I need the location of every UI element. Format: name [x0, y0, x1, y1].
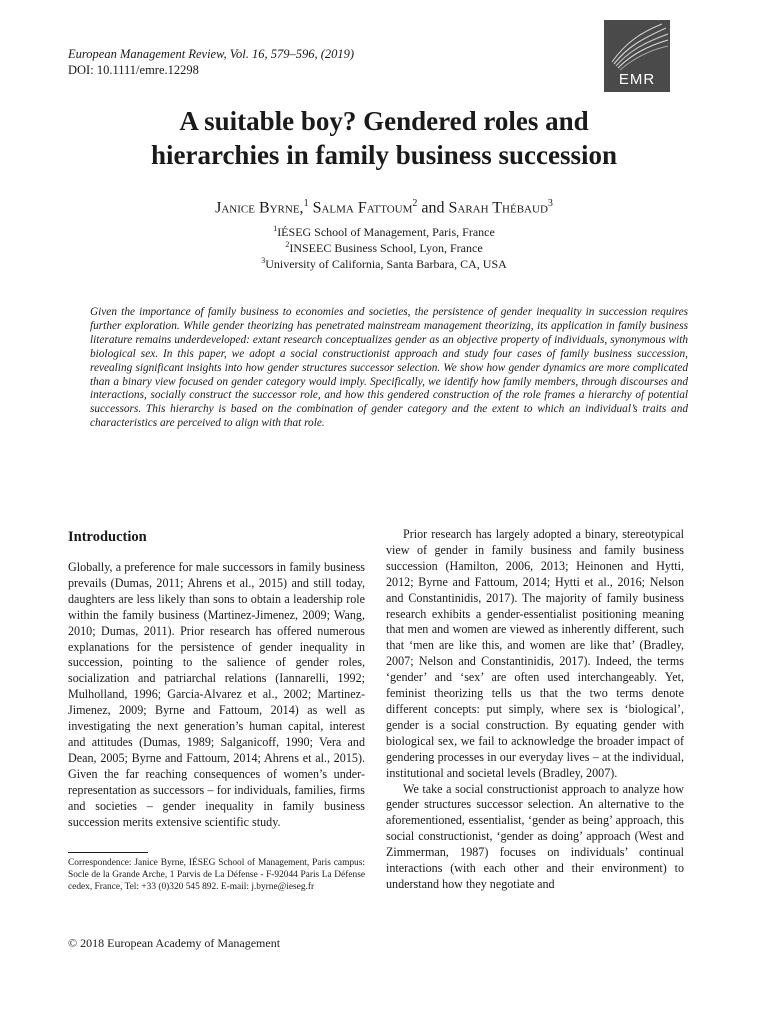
affiliation-marker: 2	[285, 240, 290, 249]
author-list	[60, 198, 708, 217]
author-affil-marker: 1	[303, 198, 309, 209]
abstract: Given the importance of family business to economies and societies, the persistence of gender inequality in succession requires further exploration. While gender theorizing has penetrated mainstream management theorizing, its application in family business literature remains underdeveloped: extant research conceptualizes gender as an objective property of individuals, synonymous with biological sex. In this paper, we adopt a social constructionist approach and study four cases of family business succession, revealing significant insights into how gender structures successor selection. We show how gender dynamics are more complicated than a binary view focused on gender category would imply. Specifically, we identify how family members, through discourses and interactions, socially construct the successor role, and how this gendered construction of the role frames a hierarchy of potential successors. This hierarchy is based on the combination of gender category and the extent to which an individual’s traits and characteristics are perceived to align with that role.	[90, 306, 688, 430]
affiliation-marker: 3	[261, 256, 266, 265]
author-name: Salma Fattoum	[312, 199, 413, 217]
right-column	[386, 527, 684, 893]
author-name: Janice Byrne,	[215, 199, 304, 217]
left-column	[68, 528, 365, 830]
logo-text: EMR	[618, 71, 656, 88]
journal-citation: European Management Review, Vol. 16, 579–596, (2019)	[68, 47, 355, 61]
title-line-1: A suitable boy? Gendered roles and	[179, 106, 589, 136]
body-paragraph: Prior research has largely adopted a binary, stereotypical view of gender in family business and family business succession (Hamilton, 2006, 2013; Heinonen and Hytti, 2012; Byrne and Fattoum, 2014; Hytti et al., 2016; Nelson and Constantinidis, 2017). The majority of family business research exhibits a gender-essentialist positioning meaning that men and women are viewed as inherently different, such that ‘men are like this, and women are like that’ (Bradley, 2007; Nelson and Constantinidis, 2017). Indeed, the terms ‘gender’ and ‘sex’ are often used interchangeably. Yet, feminist theorizing tells us that the two terms denote different concepts: put simply, where sex is ‘biological’, gender is a social construction. By equating gender with biological sex, we fail to acknowledge the broader impact of gendering processes in our everyday lives – at the individual, institutional and societal levels (Bradley, 2007).	[386, 527, 684, 780]
author-conjunction: and	[421, 199, 445, 217]
affiliation-text: University of California, Santa Barbara, CA, USA	[265, 257, 507, 271]
copyright-notice: © 2018 European Academy of Management	[68, 936, 281, 950]
author-affil-marker: 3	[547, 198, 553, 209]
affiliation-marker: 1	[273, 224, 278, 233]
doi: DOI: 10.1111/emre.12298	[68, 63, 199, 77]
author-affil-marker: 2	[412, 198, 418, 209]
affiliation-3	[60, 253, 708, 272]
body-paragraph: Globally, a preference for male successors in family business prevails (Dumas, 2011; Ahrens et al., 2015) and still today, daughters are less likely than sons to obtain a leadership role within the family business (Martinez-Jimenez, 2009; Wang, 2010; Dumas, 2011). Prior research has offered numerous explanations for the persistence of gender inequality in succession, pointing to the salience of gender roles, socialization and patriarchal relations (Iannarelli, 1992; Mulholland, 1996; Garcia-Alvarez et al., 2002; Martinez-Jimenez, 2009; Byrne and Fattoum, 2014) as well as investigating the next generation’s human capital, interest and attitudes (Dumas, 1989; Salganicoff, 1990; Vera and Dean, 2005; Byrne and Fattoum, 2014; Ahrens et al., 2015). Given the far reaching consequences of women’s under-representation as successors – for individuals, families, firms and societies – gender inequality in family business succession merits extensive scientific study.	[68, 560, 365, 829]
correspondence-footnote: Correspondence: Janice Byrne, IÉSEG School of Management, Paris campus: Socle de la Grande Arche, 1 Parvis de La Défense - F-92044 Paris La Défense cedex, France, Tel: +33 (0)320 545 892. E-mail: j.byrne@ieseg.fr	[68, 858, 365, 892]
body-paragraph: We take a social constructionist approach to analyze how gender structures successor selection. An alternative to the aforementioned, essentialist, ‘gender as being’ approach, this social constructionist, ‘gender as doing’ approach (West and Zimmerman, 1987) focuses on individuals’ continual interactions (with each other and their environment) to understand how they negotiate and	[386, 781, 684, 891]
affiliation-text: INSEEC Business School, Lyon, France	[289, 241, 483, 255]
title-line-2: hierarchies in family business succession	[150, 140, 618, 170]
affiliation-text: IÉSEG School of Management, Paris, France	[277, 225, 495, 239]
paper-title	[60, 104, 708, 172]
emr-logo	[604, 20, 670, 92]
author-name: Sarah Thébaud	[448, 199, 548, 217]
section-heading-introduction: Introduction	[68, 529, 147, 545]
footnote-divider	[68, 852, 148, 853]
